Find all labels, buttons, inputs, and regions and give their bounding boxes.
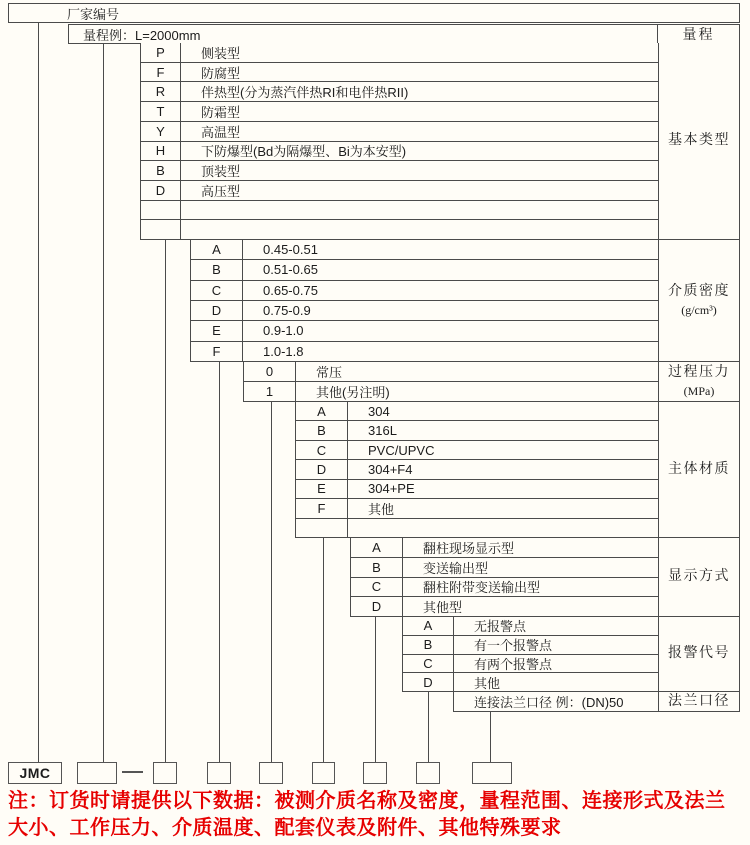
- table-row: [296, 402, 658, 421]
- table-row: [141, 181, 658, 201]
- factory-number-label: 厂家编号: [67, 6, 120, 22]
- description-cell: 翻柱附带变送输出型: [423, 580, 541, 596]
- description-cell: 0.9-1.0: [263, 323, 304, 339]
- description-cell: [348, 519, 658, 537]
- code-box: [153, 762, 177, 784]
- table-row: [141, 161, 658, 181]
- table-row: [191, 240, 658, 260]
- connector-line: [103, 43, 104, 762]
- description-cell: 1.0-1.8: [263, 343, 304, 359]
- code-box: [472, 762, 512, 784]
- code-cell: F: [191, 342, 243, 361]
- code-cell: F: [141, 63, 181, 82]
- code-cell: A: [403, 617, 454, 635]
- description-cell: 0.75-0.9: [263, 303, 311, 319]
- description-cell: 顶装型: [201, 164, 241, 180]
- side-label-text: 显示方式: [668, 569, 730, 584]
- connector-line: [38, 22, 39, 762]
- side-label-process-pressure: [658, 362, 740, 402]
- description-cell: 有两个报警点: [474, 656, 553, 672]
- description-cell: 侧装型: [201, 45, 241, 61]
- description-cell: 0.45-0.51: [263, 242, 318, 258]
- table-row: [141, 82, 658, 102]
- code-cell: D: [141, 181, 181, 200]
- table-row: [351, 538, 658, 558]
- order-note-line2: 大小、工作压力、介质温度、配套仪表及附件、其他特殊要求: [8, 817, 562, 839]
- code-cell: Y: [141, 122, 181, 141]
- side-label-display-mode: [658, 538, 740, 617]
- code-cell: 0: [244, 362, 296, 381]
- connector-line: [323, 538, 324, 762]
- side-label-text: 报警代号: [668, 646, 730, 661]
- description-cell: 304: [368, 403, 390, 419]
- side-label-flange-size: [658, 692, 740, 712]
- connector-line: [375, 617, 376, 762]
- description-cell: 有一个报警点: [474, 638, 553, 654]
- code-cell: B: [191, 260, 243, 279]
- description-cell: 0.51-0.65: [263, 262, 318, 278]
- code-box: [77, 762, 117, 784]
- table-row: [141, 220, 658, 239]
- code-cell: C: [351, 578, 403, 597]
- model-prefix-box: JMC: [8, 762, 62, 784]
- table-row: [141, 122, 658, 142]
- flange-size-row: [453, 692, 658, 712]
- description-cell: 常压: [316, 365, 343, 380]
- table-row: [351, 578, 658, 598]
- code-box: [312, 762, 335, 784]
- order-note: [8, 788, 746, 842]
- code-cell: E: [191, 321, 243, 340]
- table-row: [191, 321, 658, 341]
- description-cell: 伴热型(分为蒸汽伴热RI和电伴热RII): [201, 85, 409, 101]
- code-cell: 1: [244, 382, 296, 401]
- connector-line: [219, 362, 220, 762]
- code-cell: P: [141, 43, 181, 62]
- table-row: [296, 421, 658, 440]
- description-cell: 防霜型: [201, 104, 241, 120]
- flange-size-text: 连接法兰口径 例：(DN)50: [474, 695, 624, 710]
- code-cell: D: [191, 301, 243, 320]
- table-row: [296, 441, 658, 460]
- side-label-text: 法兰口径: [668, 693, 730, 709]
- code-cell: H: [141, 142, 181, 161]
- code-cell: R: [141, 82, 181, 101]
- code-cell: D: [351, 597, 403, 616]
- table-row: [296, 519, 658, 537]
- description-cell: PVC/UPVC: [368, 442, 435, 458]
- description-cell: 316L: [368, 423, 397, 439]
- code-cell: D: [296, 460, 348, 478]
- code-cell: A: [351, 538, 403, 557]
- description-cell: 翻柱现场显示型: [423, 540, 515, 556]
- table-row: [403, 617, 658, 636]
- section-body-material: [295, 402, 658, 538]
- table-row: [191, 342, 658, 361]
- side-label-text: (MPa): [683, 383, 715, 398]
- connector-line: [165, 240, 166, 762]
- description-cell: 其他型: [423, 600, 463, 616]
- code-cell: B: [296, 421, 348, 439]
- side-label-text: 主体材质: [668, 461, 730, 477]
- description-cell: [181, 220, 658, 239]
- side-label-text: 基本类型: [668, 133, 730, 148]
- code-cell: A: [296, 402, 348, 420]
- description-cell: [181, 201, 658, 220]
- side-label-medium-density: [658, 240, 740, 362]
- description-cell: 下防爆型(Bd为隔爆型、Bi为本安型): [201, 144, 407, 160]
- code-box: [259, 762, 283, 784]
- code-cell: C: [191, 281, 243, 300]
- code-cell: C: [403, 655, 454, 673]
- connector-line: [490, 712, 491, 762]
- connector-line: [271, 402, 272, 762]
- section-basic-type: [140, 43, 658, 240]
- table-row: [141, 63, 658, 83]
- description-cell: 高温型: [201, 124, 241, 140]
- order-note-line1: 注：订货时请提供以下数据：被测介质名称及密度，量程范围、连接形式及法兰: [8, 790, 726, 812]
- description-cell: 高压型: [201, 183, 241, 199]
- range-example-label: 量程例：L=2000mm: [83, 27, 201, 43]
- code-cell: A: [191, 240, 243, 259]
- side-label-basic-type: [658, 43, 740, 240]
- side-label-text: 过程压力: [668, 364, 730, 380]
- range-row: [68, 24, 740, 44]
- code-box: [363, 762, 387, 784]
- description-cell: 防腐型: [201, 65, 241, 81]
- table-row: [141, 142, 658, 162]
- section-medium-density: [190, 240, 658, 362]
- dash-separator: [122, 771, 143, 773]
- code-cell: D: [403, 673, 454, 691]
- table-row: [141, 102, 658, 122]
- code-cell: C: [296, 441, 348, 459]
- table-row: [244, 362, 658, 382]
- code-cell: B: [403, 636, 454, 654]
- side-label-alarm-code: [658, 617, 740, 692]
- code-cell: B: [351, 558, 403, 577]
- table-row: [403, 636, 658, 655]
- side-label-range: 量程: [657, 25, 739, 43]
- description-cell: 无报警点: [474, 619, 527, 635]
- description-cell: 0.65-0.75: [263, 282, 318, 298]
- table-row: [296, 499, 658, 518]
- table-row: [403, 673, 658, 691]
- table-row: [141, 201, 658, 221]
- table-row: [296, 460, 658, 479]
- code-cell: [296, 519, 348, 537]
- code-box: [207, 762, 231, 784]
- description-cell: 其他: [368, 501, 395, 517]
- description-cell: 变送输出型: [423, 560, 489, 576]
- factory-number-row: [8, 3, 740, 23]
- section-alarm-code: [402, 617, 658, 692]
- description-cell: 304+PE: [368, 481, 415, 497]
- table-row: [141, 43, 658, 63]
- section-display-mode: [350, 538, 658, 617]
- code-cell: T: [141, 102, 181, 121]
- table-row: [403, 655, 658, 674]
- description-cell: 其他: [474, 675, 501, 691]
- code-cell: [141, 220, 181, 239]
- table-row: [191, 281, 658, 301]
- side-label-text: (g/cm³): [681, 302, 717, 317]
- table-row: [351, 558, 658, 578]
- side-label-body-material: [658, 402, 740, 538]
- code-cell: E: [296, 480, 348, 498]
- table-row: [296, 480, 658, 499]
- table-row: [191, 260, 658, 280]
- side-label-text: 介质密度: [668, 283, 730, 299]
- connector-line: [428, 692, 429, 762]
- description-cell: 其他(另注明): [316, 385, 390, 400]
- code-cell: B: [141, 161, 181, 180]
- table-row: [191, 301, 658, 321]
- section-process-pressure: [243, 362, 658, 402]
- code-box: [416, 762, 440, 784]
- description-cell: 304+F4: [368, 461, 413, 477]
- code-cell: [141, 201, 181, 220]
- table-row: [351, 597, 658, 616]
- code-cell: F: [296, 499, 348, 517]
- table-row: [244, 382, 658, 401]
